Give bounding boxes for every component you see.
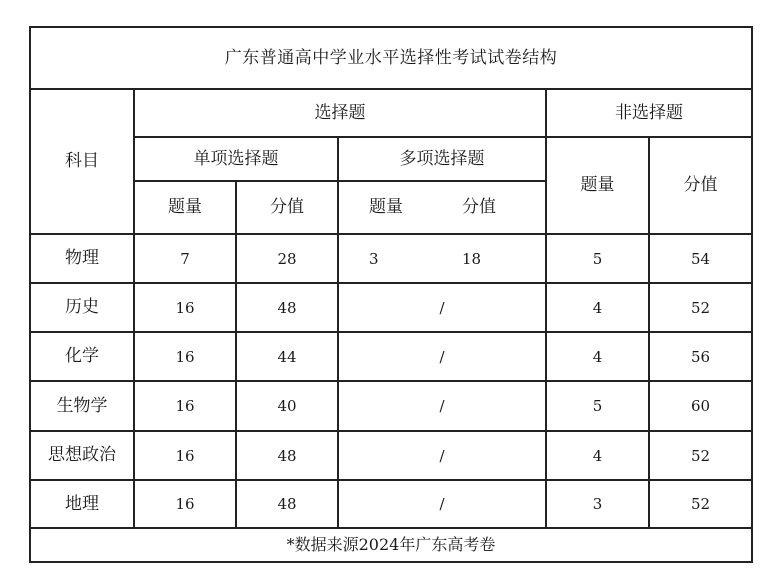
table-row xyxy=(30,332,752,381)
row-single-score: 48 xyxy=(236,480,338,528)
row-single-count: 7 xyxy=(134,234,236,283)
row-multi-count: 3 xyxy=(369,249,379,268)
row-single-count: 16 xyxy=(134,381,236,431)
row-multi-merged: / xyxy=(338,431,546,480)
header-multi-subcells xyxy=(338,181,546,234)
row-single-score: 44 xyxy=(236,332,338,381)
row-subject: 历史 xyxy=(30,283,134,332)
row-non-count: 5 xyxy=(546,381,649,431)
header-multi-count: 题量 xyxy=(369,197,403,218)
table-row xyxy=(30,480,752,528)
row-non-score: 60 xyxy=(649,381,752,431)
row-subject: 思想政治 xyxy=(30,431,134,480)
row-single-score: 40 xyxy=(236,381,338,431)
row-non-score: 54 xyxy=(649,234,752,283)
header-row-1 xyxy=(30,89,752,137)
header-row-2 xyxy=(30,137,752,181)
row-single-count: 16 xyxy=(134,431,236,480)
row-non-count: 5 xyxy=(546,234,649,283)
row-single-score: 48 xyxy=(236,431,338,480)
table-row xyxy=(30,431,752,480)
header-non-score: 分值 xyxy=(649,137,752,234)
header-non-choice: 非选择题 xyxy=(546,89,752,137)
header-single-score: 分值 xyxy=(236,181,338,234)
row-subject: 物理 xyxy=(30,234,134,283)
header-multi-choice: 多项选择题 xyxy=(338,137,546,181)
row-non-score: 52 xyxy=(649,480,752,528)
row-multi-merged: / xyxy=(338,283,546,332)
row-non-count: 4 xyxy=(546,283,649,332)
row-multi-merged: / xyxy=(338,332,546,381)
row-multi-merged: / xyxy=(338,381,546,431)
row-subject: 化学 xyxy=(30,332,134,381)
header-non-count: 题量 xyxy=(546,137,649,234)
data-source-note: *数据来源2024年广东高考卷 xyxy=(30,528,752,562)
row-non-score: 52 xyxy=(649,283,752,332)
row-non-score: 56 xyxy=(649,332,752,381)
row-non-count: 4 xyxy=(546,431,649,480)
row-multi-score: 18 xyxy=(462,249,482,268)
row-single-count: 16 xyxy=(134,332,236,381)
exam-structure-table xyxy=(29,26,753,563)
table-row xyxy=(30,283,752,332)
row-subject: 生物学 xyxy=(30,381,134,431)
row-single-count: 16 xyxy=(134,480,236,528)
row-multi-merged: / xyxy=(338,480,546,528)
footer-row xyxy=(30,528,752,562)
title-row xyxy=(30,27,752,89)
row-single-count: 16 xyxy=(134,283,236,332)
header-choice: 选择题 xyxy=(134,89,546,137)
table-row xyxy=(30,381,752,431)
row-single-score: 28 xyxy=(236,234,338,283)
row-non-count: 3 xyxy=(546,480,649,528)
header-subject: 科目 xyxy=(30,89,134,234)
row-non-score: 52 xyxy=(649,431,752,480)
table-row xyxy=(30,234,752,283)
row-subject: 地理 xyxy=(30,480,134,528)
table-title: 广东普通高中学业水平选择性考试试卷结构 xyxy=(30,27,752,89)
header-single-count: 题量 xyxy=(134,181,236,234)
row-single-score: 48 xyxy=(236,283,338,332)
header-single-choice: 单项选择题 xyxy=(134,137,338,181)
header-multi-score: 分值 xyxy=(462,197,496,218)
row-multi-values xyxy=(338,234,546,283)
row-non-count: 4 xyxy=(546,332,649,381)
